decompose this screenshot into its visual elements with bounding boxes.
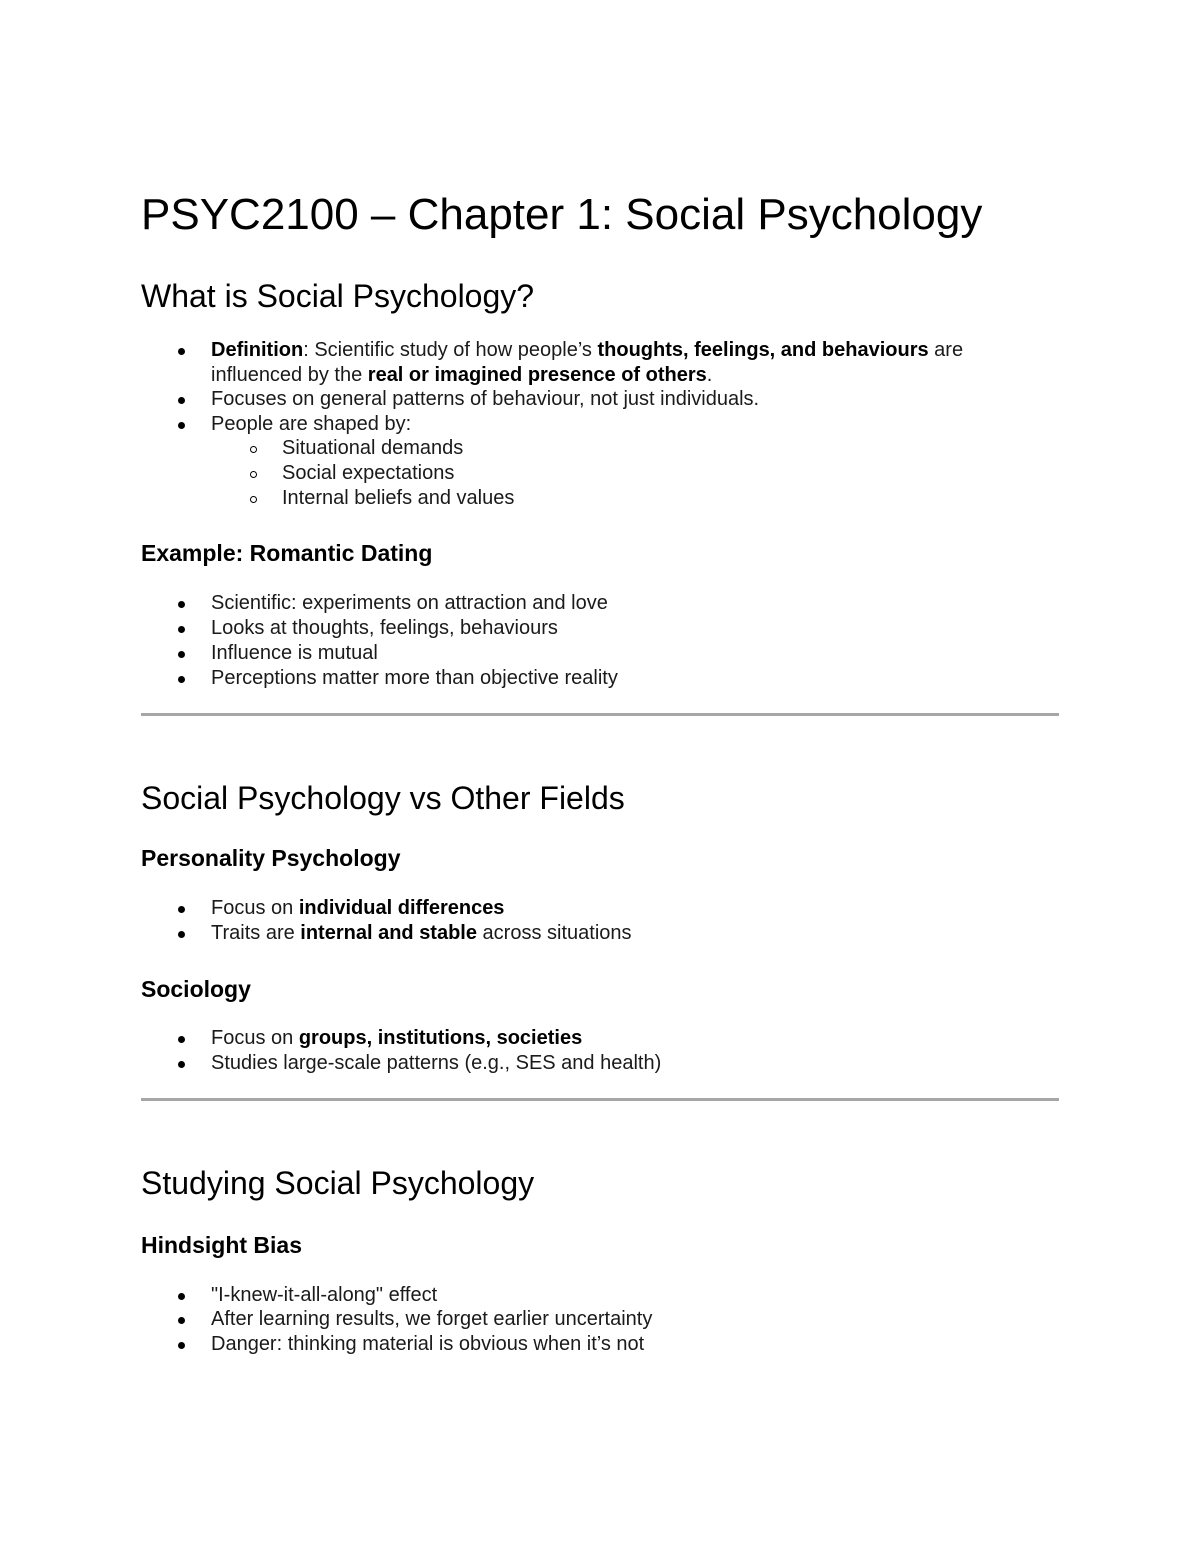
list-item: Influence is mutual xyxy=(211,642,378,664)
subsection-heading-sociology: Sociology xyxy=(141,976,251,1002)
list-text: across situations xyxy=(477,922,632,944)
horizontal-divider xyxy=(141,713,1059,716)
bullet-icon xyxy=(178,1293,185,1300)
sub-bullet-icon xyxy=(250,446,257,453)
list-item: Scientific: experiments on attraction and love xyxy=(211,592,608,614)
definition-text: influenced by the xyxy=(211,364,368,386)
bullet-icon xyxy=(178,397,185,404)
sub-list-item: Situational demands xyxy=(282,437,464,459)
definition-bold-phrase: real or imagined presence of others xyxy=(367,364,707,386)
list-item-definition-continued xyxy=(211,363,712,388)
bullet-icon xyxy=(178,906,185,913)
subsection-heading-example: Example: Romantic Dating xyxy=(141,540,433,566)
subsection-heading-personality: Personality Psychology xyxy=(141,845,401,871)
bullet-icon xyxy=(178,626,185,633)
document-title: PSYC2100 – Chapter 1: Social Psychology xyxy=(141,190,983,239)
list-bold-phrase: groups, institutions, societies xyxy=(298,1027,583,1049)
list-item: People are shaped by: xyxy=(211,413,412,435)
list-item: After learning results, we forget earlier uncertainty xyxy=(211,1308,653,1330)
list-text: Focus on xyxy=(211,897,299,919)
list-item: "I-knew-it-all-along" effect xyxy=(211,1284,438,1306)
section-heading-what-is-social-psychology: What is Social Psychology? xyxy=(141,278,535,314)
list-text: Traits are xyxy=(211,922,301,944)
definition-label: Definition xyxy=(211,339,304,361)
list-text: Focus on xyxy=(211,1027,299,1049)
sub-bullet-icon xyxy=(250,471,257,478)
bullet-icon xyxy=(178,1036,185,1043)
bullet-icon xyxy=(178,1317,185,1324)
list-item: Focuses on general patterns of behaviour, not just individuals. xyxy=(211,388,760,410)
subsection-heading-hindsight-bias: Hindsight Bias xyxy=(141,1232,303,1258)
definition-bold-phrase: thoughts, feelings, and behaviours xyxy=(597,339,929,361)
definition-text: : Scientific study of how people’s xyxy=(303,339,598,361)
list-item: Looks at thoughts, feelings, behaviours xyxy=(211,617,558,639)
sub-bullet-icon xyxy=(250,496,257,503)
list-bold-phrase: internal and stable xyxy=(300,922,477,944)
bullet-icon xyxy=(178,348,185,355)
list-item-definition xyxy=(211,338,963,363)
bullet-icon xyxy=(178,422,185,429)
bullet-icon xyxy=(178,1342,185,1349)
bullet-icon xyxy=(178,931,185,938)
bullet-icon xyxy=(178,601,185,608)
definition-text: . xyxy=(706,364,713,386)
definition-text: are xyxy=(928,339,964,361)
section-heading-studying: Studying Social Psychology xyxy=(141,1165,535,1201)
list-item xyxy=(211,921,632,946)
list-item xyxy=(211,1026,582,1051)
sub-list-item: Internal beliefs and values xyxy=(282,487,515,509)
list-item: Perceptions matter more than objective reality xyxy=(211,667,618,689)
list-item xyxy=(211,896,504,921)
bullet-icon xyxy=(178,676,185,683)
bullet-icon xyxy=(178,651,185,658)
list-item: Studies large-scale patterns (e.g., SES and health) xyxy=(211,1052,662,1074)
horizontal-divider xyxy=(141,1098,1059,1101)
list-bold-phrase: individual differences xyxy=(298,897,505,919)
sub-list-item: Social expectations xyxy=(282,462,455,484)
section-heading-other-fields: Social Psychology vs Other Fields xyxy=(141,780,625,816)
list-item: Danger: thinking material is obvious when it’s not xyxy=(211,1333,645,1355)
bullet-icon xyxy=(178,1061,185,1068)
